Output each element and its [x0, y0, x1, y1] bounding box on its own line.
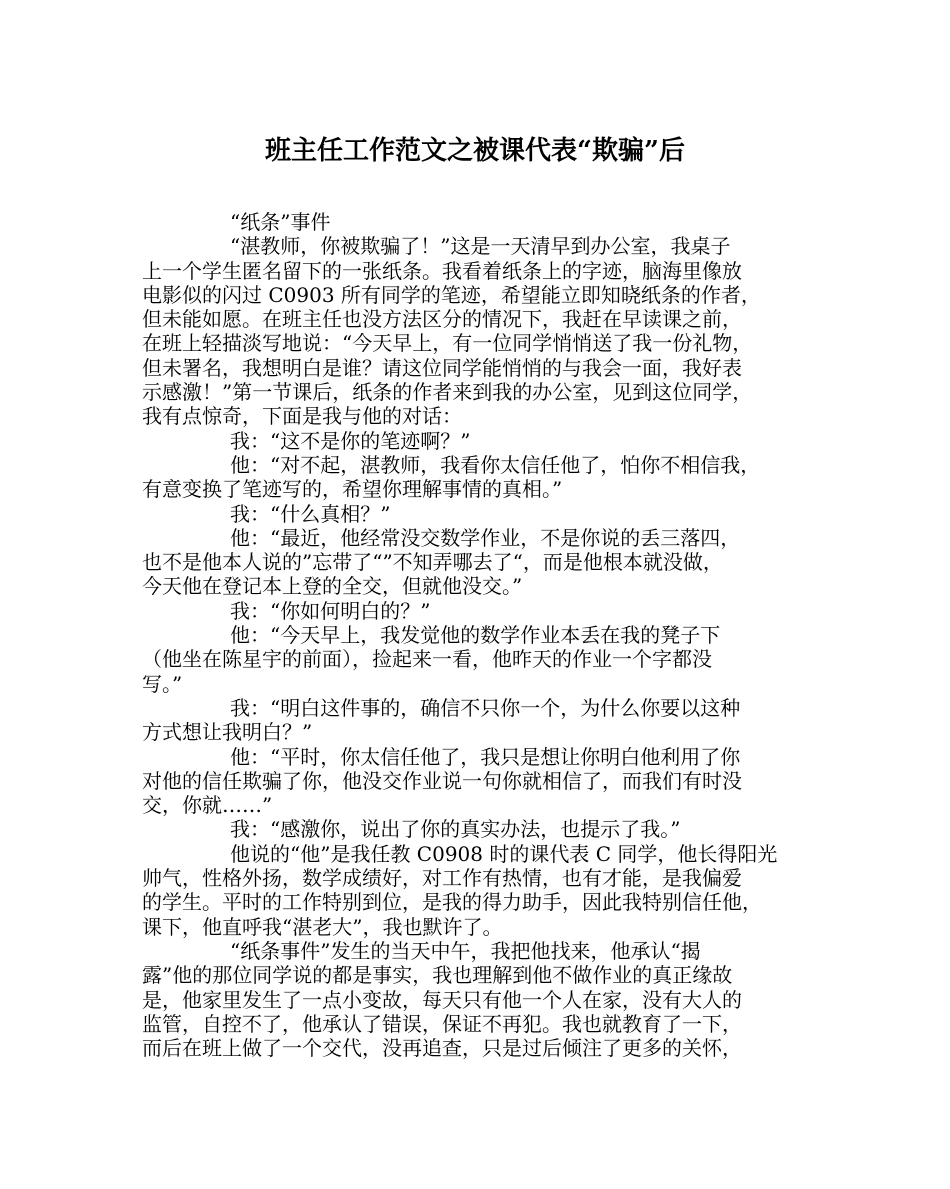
document-body — [142, 210, 826, 1060]
dialogue-line: 他：“今天早上，我发觉他的数学作业本丢在我的凳子下 — [230, 623, 721, 648]
dialogue-line: 我：“你如何明白的？” — [230, 598, 431, 623]
dialogue-line: 我：“明白这件事的，确信不只你一个，为什么你要以这种 — [230, 695, 741, 720]
paragraph-line: 示感激！”第一节课后，纸条的作者来到我的办公室，见到这位同学， — [142, 380, 753, 405]
paragraph-line: 在班上轻描淡写地说：“今天早上，有一位同学悄悄送了我一份礼物， — [142, 331, 753, 356]
dialogue-line: 我：“什么真相？” — [230, 501, 391, 526]
paragraph-line: “湛教师，你被欺骗了！”这是一天清早到办公室，我桌子 — [230, 234, 731, 259]
dialogue-line: 我：“感激你，说出了你的真实办法，也提示了我。” — [230, 817, 681, 842]
paragraph-line: 但未署名，我想明白是谁？请这位同学能悄悄的与我会一面，我好表 — [142, 355, 742, 380]
paragraph-line: “纸条”事件 — [230, 210, 331, 234]
paragraph-line: “纸条事件”发生的当天中午，我把他找来，他承认“揭 — [230, 938, 701, 963]
paragraph-line: 他说的“他”是我任教 C0908 时的课代表 C 同学，他长得阳光 — [230, 841, 778, 866]
paragraph-line: 课下，他直呼我“湛老大”，我也默许了。 — [142, 914, 503, 939]
paragraph-line: 监管，自控不了，他承认了错误，保证不再犯。我也就教育了一下， — [142, 1011, 742, 1036]
dialogue-line: 他：“平时，你太信任他了，我只是想让你明白他利用了你 — [230, 744, 741, 769]
paragraph-line: 是，他家里发生了一点小变故，每天只有他一个人在家，没有大人的 — [142, 987, 742, 1012]
paragraph-line: 露”他的那位同学说的都是事实，我也理解到他不做作业的真正缘故 — [142, 963, 733, 988]
paragraph-line: 而后在班上做了一个交代，没再追查，只是过后倾注了更多的关怀， — [142, 1036, 742, 1061]
paragraph-line: 电影似的闪过 C0903 所有同学的笔迹，希望能立即知晓纸条的作者， — [142, 282, 761, 307]
paragraph-line: 对他的信任欺骗了你，他没交作业说一句你就相信了，而我们有时没 — [142, 768, 742, 793]
paragraph-line: 写。” — [142, 671, 183, 696]
dialogue-line: 我：“这不是你的笔迹啊？” — [230, 428, 471, 453]
paragraph-line: 帅气，性格外扬，数学成绩好，对工作有热情，也有才能，是我偏爱 — [142, 866, 742, 891]
paragraph-line: 我有点惊奇，下面是我与他的对话： — [142, 404, 462, 429]
dialogue-line: 他：“最近，他经常没交数学作业，不是你说的丢三落四， — [230, 525, 741, 550]
dialogue-line: 他：“对不起，湛教师，我看你太信任他了，怕你不相信我， — [230, 452, 761, 477]
paragraph-line: 的学生。平时的工作特别到位，是我的得力助手，因此我特别信任他， — [142, 890, 762, 915]
paragraph-line: 今天他在登记本上登的全交，但就他没交。” — [142, 574, 523, 599]
paragraph-line: 方式想让我明白？” — [142, 720, 313, 745]
document-title: 班主任工作范文之被课代表“欺骗”后 — [265, 136, 685, 166]
paragraph-line: 但未能如愿。在班主任也没方法区分的情况下，我赶在早读课之前， — [142, 307, 742, 332]
paragraph-line: 也不是他本人说的”忘带了“”不知弄哪去了“，而是他根本就没做， — [142, 550, 723, 575]
paragraph-line: 上一个学生匿名留下的一张纸条。我看着纸条上的字迹，脑海里像放 — [142, 258, 742, 283]
paragraph-line: 交，你就……” — [142, 793, 273, 818]
paragraph-line: （他坐在陈星宇的前面），捡起来一看，他昨天的作业一个字都没 — [142, 647, 712, 672]
paragraph-line: 有意变换了笔迹写的，希望你理解事情的真相。” — [142, 477, 563, 502]
